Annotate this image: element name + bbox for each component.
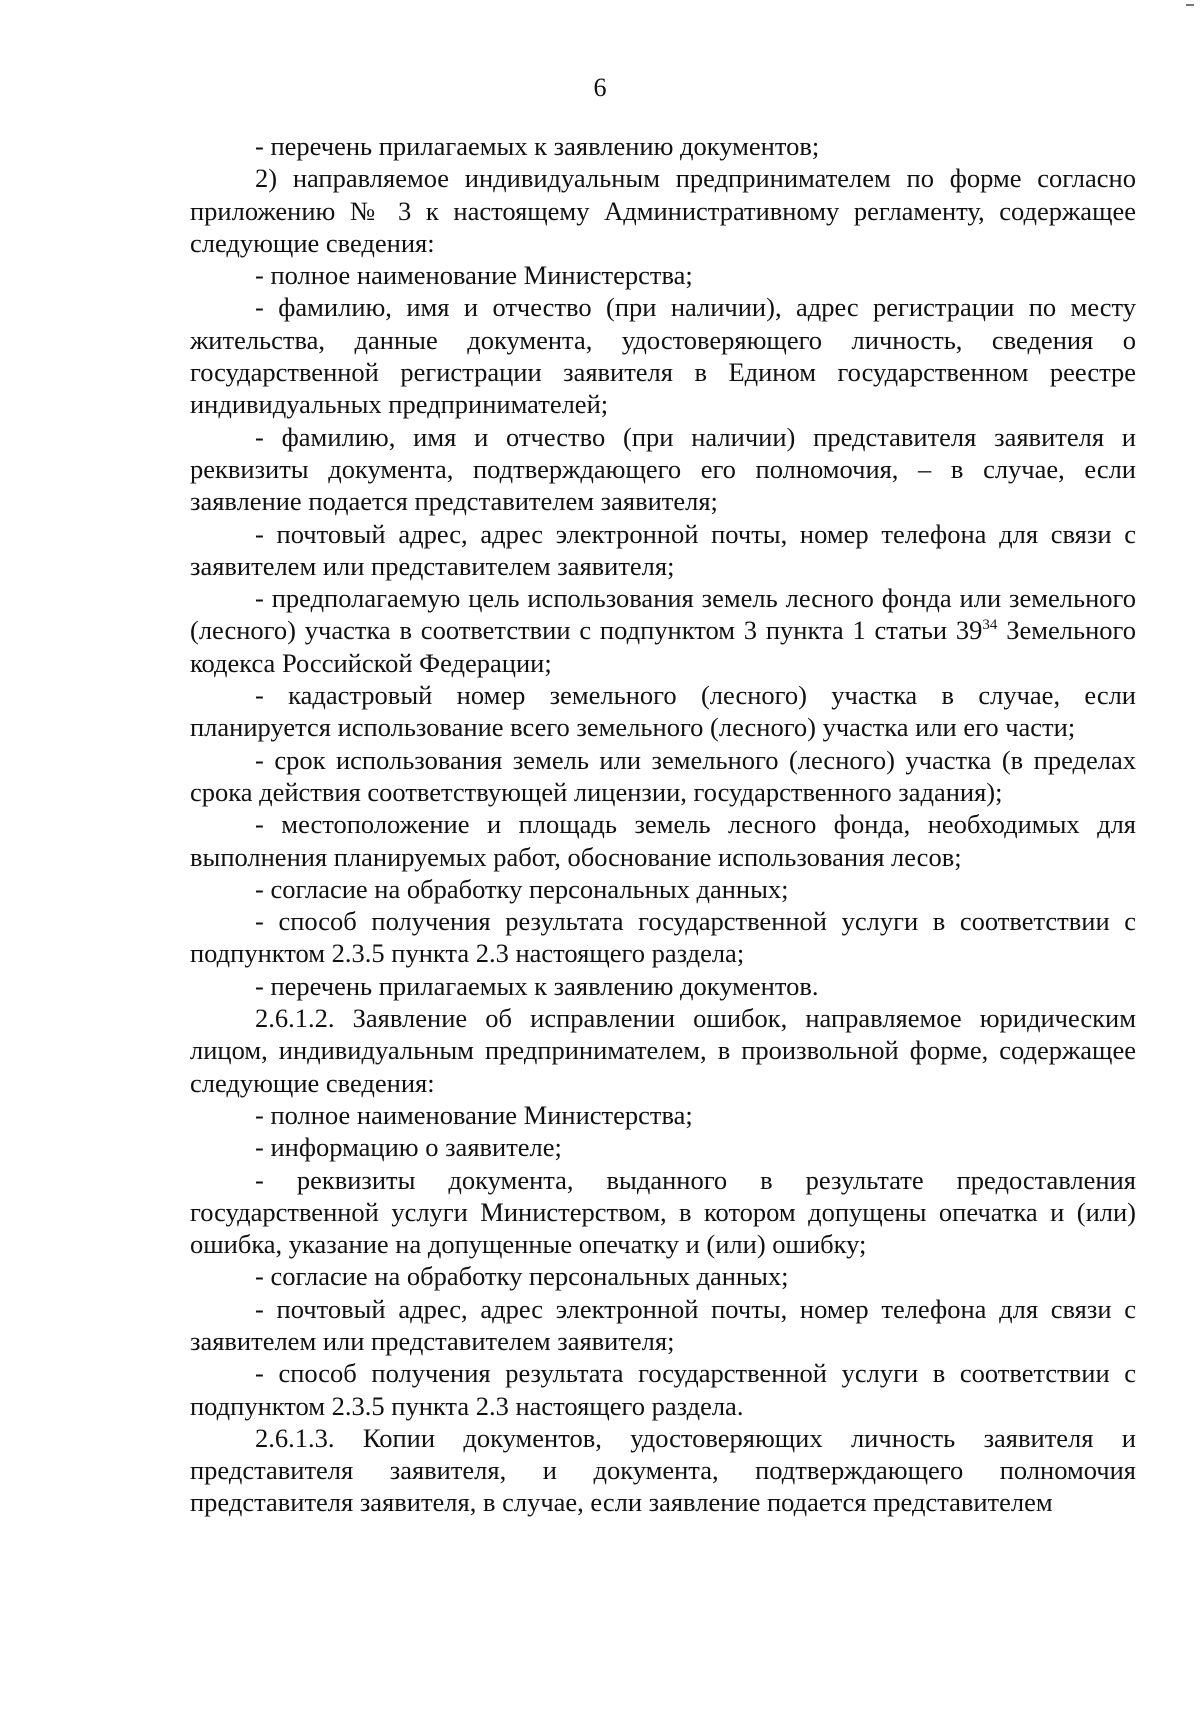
list-item: - способ получения результата государственной услуги в соответствии с подпунктом 2.3.5 пункта 2.3 настоящего раздела. <box>190 1358 1136 1421</box>
page-number: 6 <box>593 73 607 102</box>
list-item: - почтовый адрес, адрес электронной почты, номер телефона для связи с заявителем или представителем заявителя; <box>190 518 1136 581</box>
list-item: - фамилию, имя и отчество (при наличии), адрес регистрации по месту жительства, данные документа, удостоверяющего личность, сведения о государственной регистрации заявителя в Едином государственном реестре индивидуальных предпринимателей; <box>190 292 1136 420</box>
list-item: - кадастровый номер земельного (лесного) участка в случае, если планируется использование всего земельного (лесного) участка или его части; <box>190 680 1136 743</box>
scan-mark <box>1186 4 1194 6</box>
list-item: - перечень прилагаемых к заявлению документов; <box>255 131 820 161</box>
list-item: - способ получения результата государственной услуги в соответствии с подпунктом 2.3.5 пункта 2.3 настоящего раздела; <box>190 906 1136 969</box>
list-item: - согласие на обработку персональных данных; <box>255 1261 789 1292</box>
list-item-purpose <box>190 582 1136 679</box>
list-item: - информацию о заявителе; <box>255 1132 562 1163</box>
document-body <box>190 130 1136 1519</box>
subsection-paragraph: 2) направляемое индивидуальным предпринимателем по форме согласно приложению № 3 к настоящему Административному регламенту, содержащее следующие сведения: <box>190 163 1136 258</box>
list-item: - полное наименование Министерства; <box>255 1099 693 1130</box>
section-paragraph: 2.6.1.3. Копии документов, удостоверяющих личность заявителя и представителя заявителя, и документа, подтверждающего полномочия представителя заявителя, в случае, если заявление подается представителем <box>190 1422 1136 1518</box>
list-item: - местоположение и площадь земель лесного фонда, необходимых для выполнения планируемых работ, обоснование использования лесов; <box>190 809 1136 872</box>
article-superscript: 34 <box>982 617 998 634</box>
list-item: - полное наименование Министерства; <box>255 260 693 291</box>
list-item-text-tail: Земельного кодекса Российской Федерации; <box>190 615 1136 678</box>
list-item: - согласие на обработку персональных данных; <box>255 873 789 904</box>
list-item: - реквизиты документа, выданного в результате предоставления государственной услуги Министерством, в котором допущены опечатка и (или) ошибка, указание на допущенные опечатку и (или) ошибку; <box>190 1164 1136 1260</box>
list-item: - перечень прилагаемых к заявлению документов. <box>255 970 819 1001</box>
list-item: - почтовый адрес, адрес электронной почты, номер телефона для связи с заявителем или представителем заявителя; <box>190 1293 1136 1356</box>
section-paragraph: 2.6.1.2. Заявление об исправлении ошибок, направляемое юридическим лицом, индивидуальным предпринимателем, в произвольной форме, содержащее следующие сведения: <box>190 1003 1136 1098</box>
list-item: - фамилию, имя и отчество (при наличии) представителя заявителя и реквизиты документа, подтверждающего его полномочия, – в случае, если заявление подается представителем заявителя; <box>190 421 1136 517</box>
list-item-text: - предполагаемую цель использования земель лесного фонда или земельного (лесного) участка в соответствии с подпунктом 3 пункта 1 статьи 39 <box>190 583 1136 646</box>
list-item: - срок использования земель или земельного (лесного) участка (в пределах срока действия соответствующей лицензии, государственного задания); <box>190 744 1136 807</box>
